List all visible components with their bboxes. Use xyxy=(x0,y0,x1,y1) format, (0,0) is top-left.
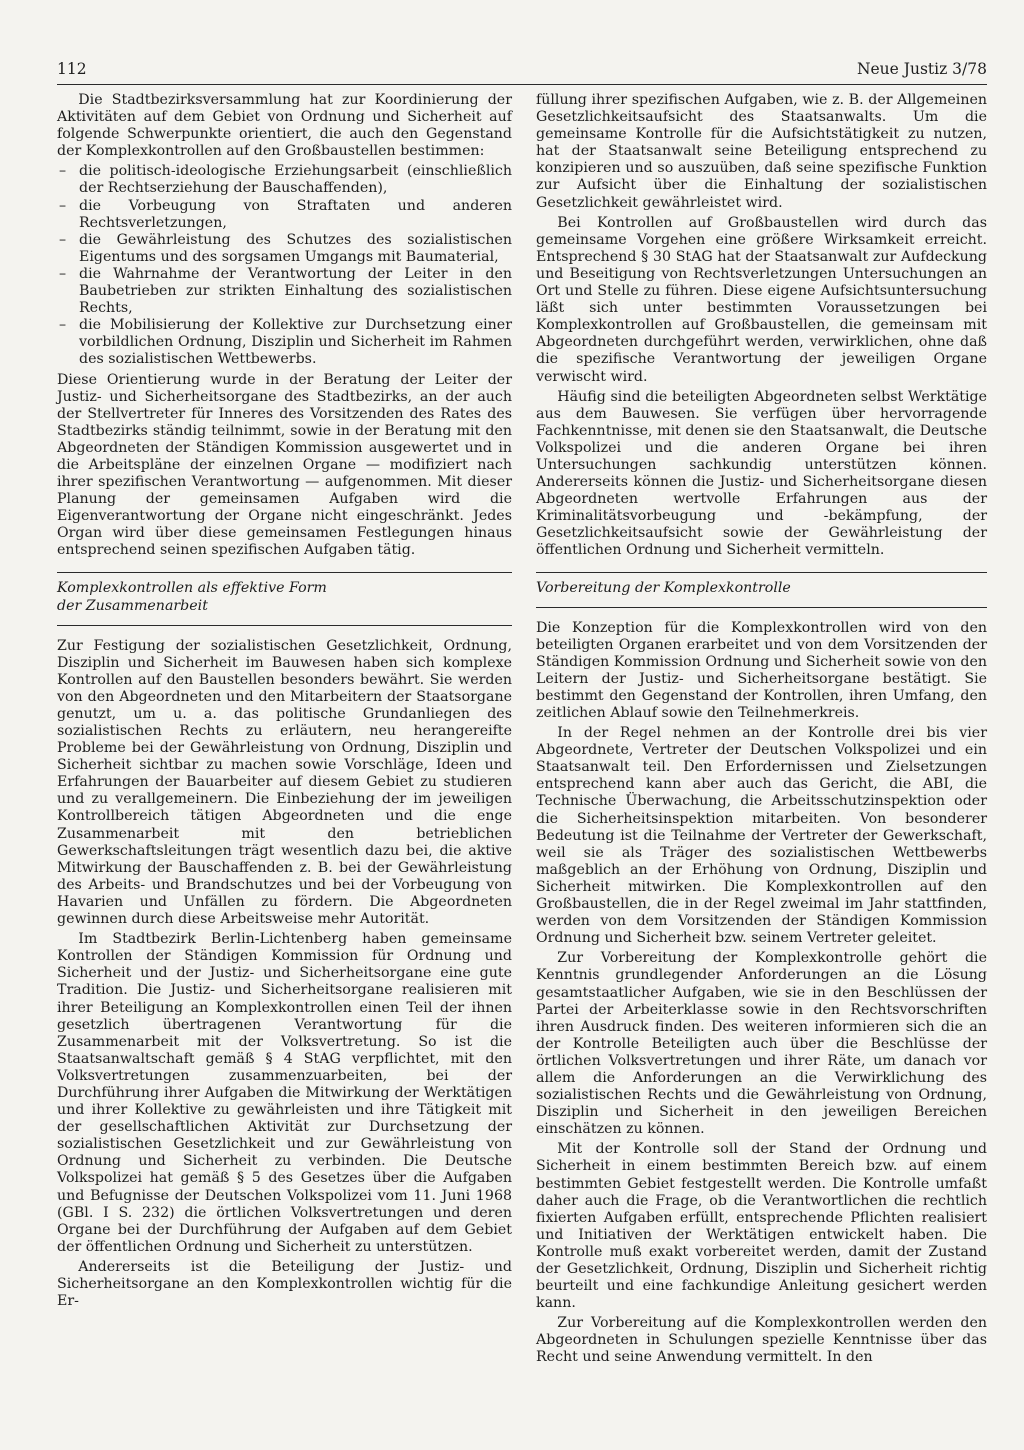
section-heading-vorbereitung: Vorbereitung der Komplexkontrolle xyxy=(536,579,791,596)
section-rule xyxy=(57,572,512,573)
paragraph-regel: In der Regel nehmen an der Kontrolle drei bis vier Abgeordnete, Vertreter der Deutschen Volkspolizei und ein Staatsanwalt teil. Den Erfordernissen und Zielsetzungen entsprechend kann aber auch das Gericht, die ABI, die Technische Überwachung, die Arbeitsschutzinspektion oder die Sicherheitsinspektion mitarbeiten. Von besonderer Bedeutung ist die Teilnahme der Vertreter der Gewerkschaft, weil sie als Träger des sozialistischen Wettbewerbs maßgeblich an der Erhöhung von Ordnung, Disziplin und Sicherheit mitwirken. Die Komplexkontrollen auf den Großbaustellen, die in der Regel zweimal im Jahr stattfinden, werden von dem Vorsitzenden der Ständigen Kommission Ordnung und Sicherheit bzw. seinem Vertreter geleitet. xyxy=(536,725,987,947)
paragraph-festigung: Zur Festigung der sozialistischen Gesetzlichkeit, Ordnung, Disziplin und Sicherheit im Bauwesen haben sich komplexe Kontrollen auf den Baustellen besonders bewährt. Sie werden von den Abgeordneten und den Mitarbeitern der Staatsorgane genutzt, um u. a. das politische Grundanliegen des sozialistischen Rechts zu erläutern, neu herangereifte Probleme bei der Gewährleistung von Ordnung, Disziplin und Sicherheit sichtbar zu machen sowie Vorschläge, Ideen und Erfahrungen der Bauarbeiter auf diesem Gebiet zu studieren und zu verallgemeinern. Die Einbeziehung der im jeweiligen Kontrollbereich tätigen Abgeordneten und die enge Zusammenarbeit mit den betrieblichen Gewerkschaftsleitungen trägt wesentlich dazu bei, die aktive Mitwirkung der Bauschaffenden z. B. bei der Gewährleistung des Arbeits- und Brandschutzes und bei der Vorbeugung von Havarien und Unfällen zu fördern. Die Abgeordneten gewinnen durch diese Arbeitsweise mehr Autorität. xyxy=(57,637,512,928)
paragraph-lichtenberg: Im Stadtbezirk Berlin-Lichtenberg haben gemeinsame Kontrollen der Ständigen Kommission für Ordnung und Sicherheit und der Justiz- und Sicherheitsorgane eine gute Tradition. Die Justiz- und Sicherheitsorgane realisieren mit ihrer Beteiligung an Komplexkontrollen einen Teil der ihnen gesetzlich übertragenen Verantwortung für die Zusammenarbeit mit der Volksvertretung. So ist die Staatsanwaltschaft gemäß § 4 StAG verpflichtet, mit den Volksvertretungen zusammenzuarbeiten, bei der Durchführung ihrer Aufgaben die Mitwirkung der Werktätigen und ihrer Kollektive zu gewährleisten und ihre Tätigkeit mit der gesellschaftlichen Aktivität zur Durchsetzung der sozialistischen Gesetzlichkeit und zur Gewährleistung von Ordnung und Sicherheit zu verbinden. Die Deutsche Volkspolizei hat gemäß § 5 des Gesetzes über die Aufgaben und Befugnisse der Deutschen Volkspolizei vom 11. Juni 1968 (GBl. I S. 232) die örtlichen Volksvertretungen und deren Organe bei der Durchführung der Aufgaben auf dem Gebiet der öffentlichen Ordnung und Sicherheit zu unterstützen. xyxy=(57,931,512,1255)
paragraph-andererseits: Andererseits ist die Beteiligung der Justiz- und Sicherheitsorgane an den Komplexkontrollen wichtig für die Er- xyxy=(57,1258,512,1310)
right-column xyxy=(536,92,987,1370)
list-item: – die Vorbeugung von Straftaten und anderen Rechtsverletzungen, xyxy=(57,198,512,232)
paragraph-vorbereitung: Zur Vorbereitung der Komplexkontrolle gehört die Kenntnis grundlegender Anforderungen an die Lösung gesamtstaatlicher Aufgaben, wie sie in den Beschlüssen der Partei der Arbeiterklasse sowie in den Rechtsvorschriften ihren Ausdruck finden. Des weiteren informieren sich die an der Kontrolle Beteiligten auch über die Beschlüsse der örtlichen Volksvertretungen und ihrer Räte, um danach vor allem die Anforderungen an die Verwirklichung des sozialistischen Rechts und die Gewährleistung von Ordnung, Disziplin und Sicherheit in den jeweiligen Bereichen einschätzen zu können. xyxy=(536,950,987,1138)
section-rule xyxy=(57,625,512,626)
section-rule xyxy=(536,572,987,573)
list-item: – die Mobilisierung der Kollektive zur Durchsetzung einer vorbildlichen Ordnung, Disziplin und Sicherheit im Rahmen des sozialistischen Wettbewerbs. xyxy=(57,317,512,368)
section-heading-line: der Zusammenarbeit xyxy=(57,597,208,614)
section-rule xyxy=(536,607,987,608)
list-item: – die Wahrnahme der Verantwortung der Leiter in den Baubetrieben zur strikten Einhaltung des sozialistischen Rechts, xyxy=(57,266,512,317)
section-heading-line: Komplexkontrollen als effektive Form xyxy=(57,579,327,596)
page-number: 112 xyxy=(57,60,87,78)
list-item: – die Gewährleistung des Schutzes des sozialistischen Eigentums und des sorgsamen Umgangs mit Baumaterial, xyxy=(57,232,512,266)
left-column xyxy=(57,92,512,1313)
paragraph-schulungen: Zur Vorbereitung auf die Komplexkontrollen werden den Abgeordneten in Schulungen spezielle Kenntnisse über das Recht und seine Anwendung vermittelt. In den xyxy=(536,1315,987,1366)
paragraph-konzeption: Die Konzeption für die Komplexkontrollen wird von den beteiligten Organen erarbeitet und von dem Vorsitzenden der Ständigen Kommission Ordnung und Sicherheit sowie von den Leitern der Justiz- und Sicherheitsorgane bestätigt. Sie bestimmt den Gegenstand der Kontrollen, ihren Umfang, den zeitlichen Ablauf sowie den Teilnehmerkreis. xyxy=(536,619,987,721)
paragraph-grossbaustellen: Bei Kontrollen auf Großbaustellen wird durch das gemeinsame Vorgehen eine größere Wirksamkeit erreicht. Entsprechend § 30 StAG hat der Staatsanwalt zur Aufdeckung und Beseitigung von Rechtsverletzungen Untersuchungen an Ort und Stelle zu führen. Diese eigene Aufsichtsuntersuchung läßt sich unter bestimmten Voraussetzungen bei Komplexkontrollen auf Großbaustellen, die gemeinsam mit Abgeordneten durchgeführt werden, verwirklichen, ohne daß die spezifische Verantwortung der jeweiligen Organe verwischt wird. xyxy=(536,214,987,385)
list-item: – die politisch-ideologische Erziehungsarbeit (einschließlich der Rechtserziehung der Bauschaffenden), xyxy=(57,163,512,197)
focus-list xyxy=(57,163,512,368)
header-rule xyxy=(57,84,987,85)
paragraph-stand: Mit der Kontrolle soll der Stand der Ordnung und Sicherheit in einem bestimmten Bereich bzw. auf einem bestimmten Gebiet festgestellt werden. Die Kontrolle umfaßt daher auch die Frage, ob die Verantwortlichen die rechtlich fixierten Aufgaben erfüllt, entsprechende Pflichten realisiert und Initiativen der Werktätigen entwickelt haben. Die Kontrolle muß exakt vorbereitet werden, damit der Zustand der Gesetzlichkeit, Ordnung, Disziplin und Sicherheit richtig beurteilt und eine fachkundige Anleitung gesichert werden kann. xyxy=(536,1141,987,1312)
journal-issue: Neue Justiz 3/78 xyxy=(856,60,987,78)
paragraph-intro: Die Stadtbezirksversammlung hat zur Koordinierung der Aktivitäten auf dem Gebiet von Ordnung und Sicherheit auf folgende Schwerpunkte orientiert, die auch den Gegenstand der Komplexkontrollen auf den Großbaustellen bestimmen: xyxy=(57,92,512,160)
paragraph-orientation: Diese Orientierung wurde in der Beratung der Leiter der Justiz- und Sicherheitsorgane des Stadtbezirks, an der auch der Stellvertreter für Inneres des Vorsitzenden des Rates des Stadtbezirks ständig teilnimmt, sowie in der Beratung mit den Abgeordneten der Ständigen Kommission ausgewertet und in die Arbeitspläne der einzelnen Organe — modifiziert nach ihrer spezifischen Verantwortung — aufgenommen. Mit dieser Planung der gemeinsamen Aufgaben wird die Eigenverantwortung der Organe nicht eingeschränkt. Jedes Organ wird über diese gemeinsamen Festlegungen hinaus entsprechend seinen spezifischen Aufgaben tätig. xyxy=(57,371,512,559)
section-heading-komplexkontrollen xyxy=(57,579,512,615)
paragraph-continuation: füllung ihrer spezifischen Aufgaben, wie z. B. der Allgemeinen Gesetzlichkeitsaufsicht des Staatsanwalts. Um die gemeinsame Kontrolle für die Aufsichtstätigkeit zu nutzen, hat der Staatsanwalt seine Beteiligung entsprechend zu konzipieren und so auszuüben, daß seine spezifische Funktion zur Aufsicht über die Einhaltung der sozialistischen Gesetzlichkeit gewährleistet wird. xyxy=(536,92,987,211)
paragraph-haeufig: Häufig sind die beteiligten Abgeordneten selbst Werktätige aus dem Bauwesen. Sie verfügen über hervorragende Fachkenntnisse, mit denen sie den Staatsanwalt, die Deutsche Volkspolizei und die anderen Organe bei ihren Untersuchungen sachkundig unterstützen können. Andererseits können die Justiz- und Sicherheitsorgane diesen Abgeordneten wertvolle Erfahrungen aus der Kriminalitätsvorbeugung und -bekämpfung, der Gesetzlichkeitsaufsicht sowie der Gewährleistung der öffentlichen Ordnung und Sicherheit vermitteln. xyxy=(536,388,987,559)
